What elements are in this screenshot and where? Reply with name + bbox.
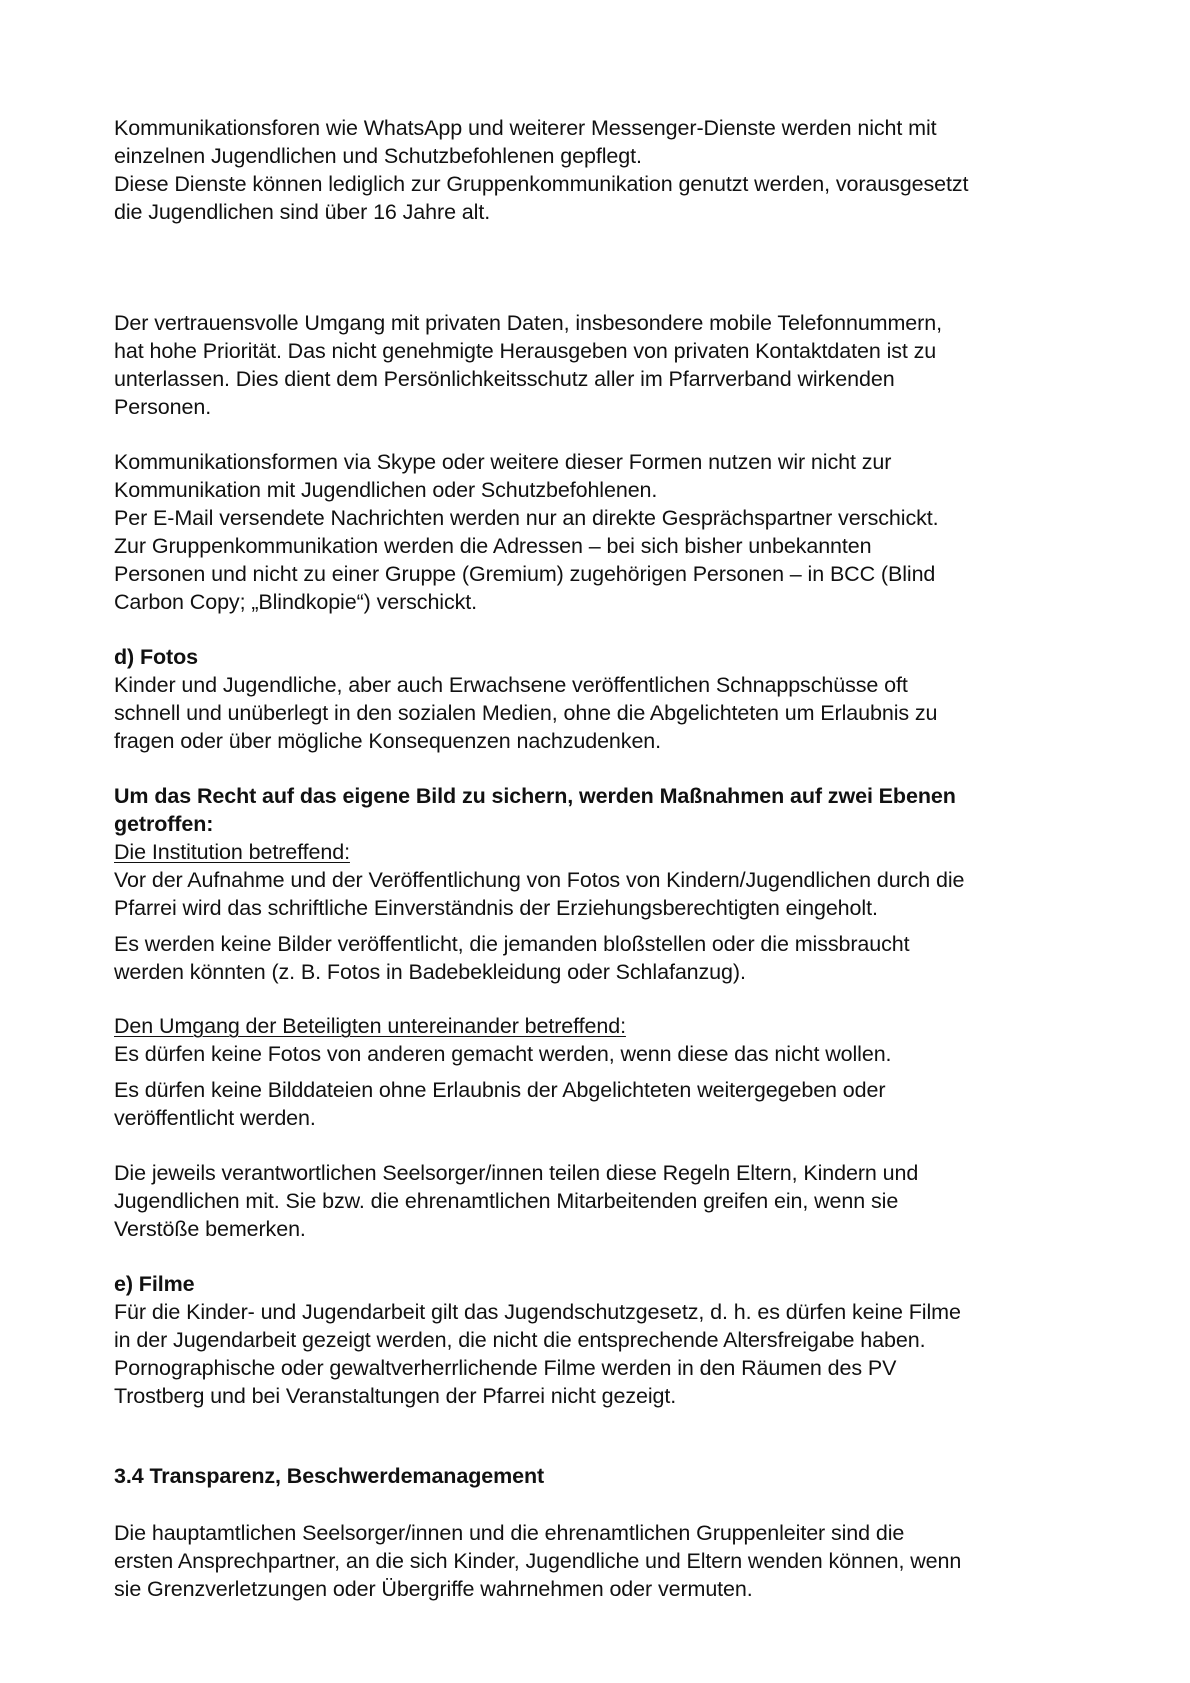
text-line: Carbon Copy; „Blindkopie“) verschickt. <box>114 590 478 614</box>
heading-fotos: d) Fotos <box>114 645 198 669</box>
text-line: ersten Ansprechpartner, an die sich Kinder, Jugendliche und Eltern wenden können, wenn <box>114 1549 962 1573</box>
text-line: hat hohe Priorität. Das nicht genehmigte Herausgeben von privaten Kontaktdaten ist zu <box>114 339 937 363</box>
subheading-beteiligte: Den Umgang der Beteiligten untereinander betreffend: <box>114 1014 626 1038</box>
text-line: Für die Kinder- und Jugendarbeit gilt das Jugendschutzgesetz, d. h. es dürfen keine Filme <box>114 1300 961 1324</box>
text-line: Pfarrei wird das schriftliche Einverständnis der Erziehungsberechtigten eingeholt. <box>114 896 878 920</box>
text-line: Kinder und Jugendliche, aber auch Erwachsene veröffentlichen Schnappschüsse oft <box>114 673 908 697</box>
text-line: Trostberg und bei Veranstaltungen der Pfarrei nicht gezeigt. <box>114 1384 677 1408</box>
text-line: Es dürfen keine Bilddateien ohne Erlaubnis der Abgelichteten weitergegeben oder <box>114 1078 886 1102</box>
text-line: Pornographische oder gewaltverherrlichende Filme werden in den Räumen des PV <box>114 1356 897 1380</box>
text-line: Der vertrauensvolle Umgang mit privaten Daten, insbesondere mobile Telefonnummern, <box>114 311 942 335</box>
text-line: Vor der Aufnahme und der Veröffentlichung von Fotos von Kindern/Jugendlichen durch die <box>114 868 965 892</box>
text-line: veröffentlicht werden. <box>114 1106 316 1130</box>
heading-filme: e) Filme <box>114 1272 195 1296</box>
text-line: unterlassen. Dies dient dem Persönlichkeitsschutz aller im Pfarrverband wirkenden <box>114 367 895 391</box>
text-line: sie Grenzverletzungen oder Übergriffe wahrnehmen oder vermuten. <box>114 1577 753 1601</box>
text-line: werden könnten (z. B. Fotos in Badebekleidung oder Schlafanzug). <box>114 960 746 984</box>
text-line: Personen. <box>114 395 212 419</box>
text-line: Zur Gruppenkommunikation werden die Adressen – bei sich bisher unbekannten <box>114 534 872 558</box>
text-line: Es werden keine Bilder veröffentlicht, die jemanden bloßstellen oder die missbraucht <box>114 932 910 956</box>
subheading-institution: Die Institution betreffend: <box>114 840 350 864</box>
paragraph-beteiligte-1: Es dürfen keine Fotos von anderen gemacht werden, wenn diese das nicht wollen. <box>114 1042 892 1066</box>
text-line: Um das Recht auf das eigene Bild zu sichern, werden Maßnahmen auf zwei Ebenen <box>114 784 956 808</box>
heading-section-3-4: 3.4 Transparenz, Beschwerdemanagement <box>114 1464 545 1488</box>
text-line: Kommunikationsforen wie WhatsApp und weiterer Messenger-Dienste werden nicht mit <box>114 116 937 140</box>
text-line: getroffen: <box>114 812 214 836</box>
text-line: Jugendlichen mit. Sie bzw. die ehrenamtlichen Mitarbeitenden greifen ein, wenn sie <box>114 1189 899 1213</box>
text-line: Diese Dienste können lediglich zur Gruppenkommunikation genutzt werden, vorausgesetzt <box>114 172 969 196</box>
text-line: Personen und nicht zu einer Gruppe (Gremium) zugehörigen Personen – in BCC (Blind <box>114 562 936 586</box>
text-line: Per E-Mail versendete Nachrichten werden nur an direkte Gesprächspartner verschickt. <box>114 506 939 530</box>
text-line: Die jeweils verantwortlichen Seelsorger/innen teilen diese Regeln Eltern, Kindern und <box>114 1161 919 1185</box>
text-line: Verstöße bemerken. <box>114 1217 306 1241</box>
text-line: in der Jugendarbeit gezeigt werden, die nicht die entsprechende Altersfreigabe haben. <box>114 1328 926 1352</box>
text-line: einzelnen Jugendlichen und Schutzbefohlenen gepflegt. <box>114 144 642 168</box>
text-line: schnell und unüberlegt in den sozialen Medien, ohne die Abgelichteten um Erlaubnis zu <box>114 701 938 725</box>
text-line: Kommunikationsformen via Skype oder weitere dieser Formen nutzen wir nicht zur <box>114 450 892 474</box>
text-line: Kommunikation mit Jugendlichen oder Schutzbefohlenen. <box>114 478 658 502</box>
text-line: fragen oder über mögliche Konsequenzen nachzudenken. <box>114 729 662 753</box>
text-line: die Jugendlichen sind über 16 Jahre alt. <box>114 200 491 224</box>
text-line: Die hauptamtlichen Seelsorger/innen und die ehrenamtlichen Gruppenleiter sind die <box>114 1521 905 1545</box>
